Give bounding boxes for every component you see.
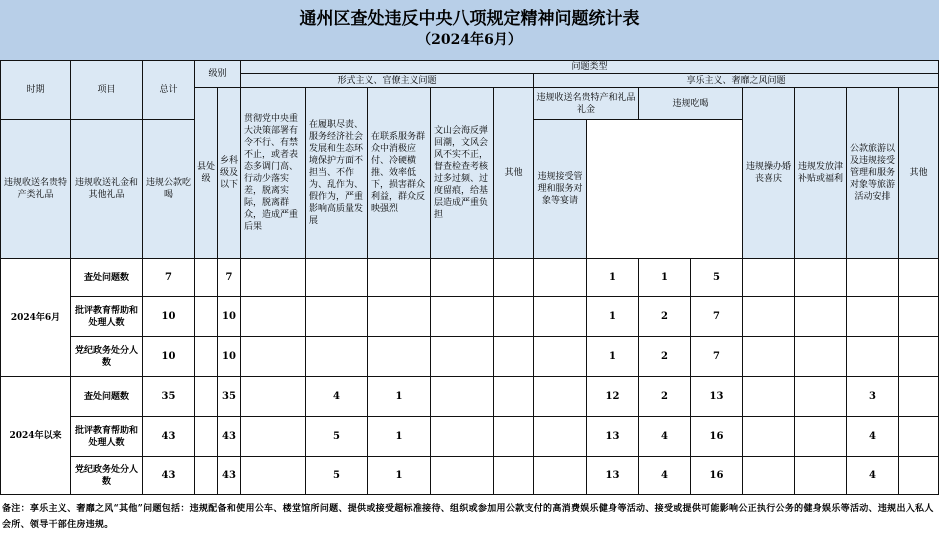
cell-g2: 1 <box>587 297 639 337</box>
header-allowances: 违规发放津补贴或福利 <box>795 88 847 259</box>
cell-f2: 4 <box>306 377 368 417</box>
cell-h3 <box>743 457 795 495</box>
cell-h4 <box>795 417 847 457</box>
cell-f5 <box>494 417 534 457</box>
cell-county <box>195 417 218 457</box>
title-bar <box>0 0 939 60</box>
cell-h5 <box>847 297 899 337</box>
header-county: 县处级 <box>195 88 218 259</box>
cell-f1 <box>241 417 306 457</box>
cell-f2 <box>306 297 368 337</box>
cell-g1 <box>534 457 587 495</box>
cell-f3 <box>368 259 431 297</box>
header-problem-type: 问题类型 <box>241 61 939 74</box>
header-formalism-1: 贯彻党中央重大决策部署有令不行、有禁不止，或者表态多调门高、行动少落实差，脱离实际，脱离群众，造成严重后果 <box>241 88 306 259</box>
page-title: 通州区查处违反中央八项规定精神问题统计表 <box>299 9 640 29</box>
cell-d1: 2 <box>639 297 691 337</box>
cell-h3 <box>743 297 795 337</box>
header-tourism: 公款旅游以及违规接受管理和服务对象等旅游活动安排 <box>847 88 899 259</box>
cell-f5 <box>494 377 534 417</box>
header-item: 项目 <box>71 61 143 120</box>
cell-d1: 2 <box>639 337 691 377</box>
cell-township: 35 <box>218 377 241 417</box>
cell-h4 <box>795 337 847 377</box>
cell-g1 <box>534 337 587 377</box>
cell-f3 <box>368 297 431 337</box>
cell-g2: 12 <box>587 377 639 417</box>
cell-township: 43 <box>218 457 241 495</box>
cell-f4 <box>431 417 494 457</box>
cell-d2: 7 <box>691 297 743 337</box>
header-hedonism: 享乐主义、奢靡之风问题 <box>534 74 939 88</box>
cell-township: 10 <box>218 297 241 337</box>
cell-h5: 4 <box>847 457 899 495</box>
cell-county <box>195 297 218 337</box>
header-dining-public: 违规公款吃喝 <box>143 120 195 259</box>
cell-h6 <box>899 337 939 377</box>
cell-township: 10 <box>218 337 241 377</box>
cell-f2: 5 <box>306 417 368 457</box>
cell-f1 <box>241 337 306 377</box>
header-township: 乡科级及以下 <box>218 88 241 259</box>
cell-g1 <box>534 297 587 337</box>
period-label: 2024年以来 <box>1 377 71 495</box>
cell-h3 <box>743 377 795 417</box>
cell-h6 <box>899 457 939 495</box>
cell-total: 43 <box>143 457 195 495</box>
cell-g2: 1 <box>587 337 639 377</box>
cell-f2: 5 <box>306 457 368 495</box>
cell-f3: 1 <box>368 417 431 457</box>
cell-d2: 16 <box>691 457 743 495</box>
row-item: 批评教育帮助和处理人数 <box>71 417 143 457</box>
cell-g2: 13 <box>587 457 639 495</box>
cell-g2: 13 <box>587 417 639 457</box>
cell-f2 <box>306 259 368 297</box>
cell-d2: 16 <box>691 417 743 457</box>
cell-f5 <box>494 337 534 377</box>
cell-h3 <box>743 417 795 457</box>
header-formalism-4: 文山会海反弹回潮，文风会风不实不正，督查检查考核过多过频、过度留痕，给基层造成严重负担 <box>431 88 494 259</box>
row-item: 党纪政务处分人数 <box>71 337 143 377</box>
header-gifts: 违规收送名贵特产和礼品礼金 <box>534 88 639 120</box>
cell-county <box>195 259 218 297</box>
cell-county <box>195 457 218 495</box>
cell-g1 <box>534 377 587 417</box>
header-formalism-other: 其他 <box>494 88 534 259</box>
header-level: 级别 <box>195 61 241 88</box>
cell-f4 <box>431 297 494 337</box>
cell-h5 <box>847 337 899 377</box>
cell-h4 <box>795 457 847 495</box>
cell-h4 <box>795 297 847 337</box>
cell-h6 <box>899 417 939 457</box>
cell-h5 <box>847 259 899 297</box>
row-item: 查处问题数 <box>71 377 143 417</box>
footnote: 备注：享乐主义、奢靡之风“其他”问题包括：违规配备和使用公车、楼堂馆所问题、提供或接受超标准接待、组织或参加用公款支付的高消费娱乐健身等活动、接受或提供可能影响公正执行公务的健身娱乐等活动、违规出入私人会所、领导干部住房违规。 <box>2 504 934 530</box>
row-item: 党纪政务处分人数 <box>71 457 143 495</box>
cell-h6 <box>899 259 939 297</box>
cell-f4 <box>431 337 494 377</box>
header-hedonism-other: 其他 <box>899 88 939 259</box>
header-formalism: 形式主义、官僚主义问题 <box>241 74 534 88</box>
cell-h3 <box>743 337 795 377</box>
header-weddings: 违规操办婚丧喜庆 <box>743 88 795 259</box>
header-total: 总计 <box>143 61 195 120</box>
cell-total: 43 <box>143 417 195 457</box>
header-dining: 违规吃喝 <box>639 88 743 120</box>
cell-f1 <box>241 457 306 495</box>
cell-g1 <box>534 259 587 297</box>
header-formalism-3: 在联系服务群众中消极应付、冷硬横推、效率低下，损害群众利益，群众反映强烈 <box>368 88 431 259</box>
row-item: 批评教育帮助和处理人数 <box>71 297 143 337</box>
cell-f5 <box>494 259 534 297</box>
cell-h4 <box>795 259 847 297</box>
cell-d2: 13 <box>691 377 743 417</box>
cell-h5: 3 <box>847 377 899 417</box>
cell-h6 <box>899 297 939 337</box>
cell-d2: 7 <box>691 337 743 377</box>
cell-h6 <box>899 377 939 417</box>
cell-county <box>195 377 218 417</box>
statistics-table <box>0 60 939 495</box>
cell-county <box>195 337 218 377</box>
cell-total: 35 <box>143 377 195 417</box>
row-item: 查处问题数 <box>71 259 143 297</box>
cell-f4 <box>431 259 494 297</box>
period-label: 2024年6月 <box>1 259 71 377</box>
header-time: 时期 <box>1 61 71 120</box>
cell-g1 <box>534 417 587 457</box>
cell-township: 7 <box>218 259 241 297</box>
cell-d1: 2 <box>639 377 691 417</box>
cell-f4 <box>431 377 494 417</box>
cell-f5 <box>494 297 534 337</box>
cell-f4 <box>431 457 494 495</box>
cell-g2: 1 <box>587 259 639 297</box>
cell-h4 <box>795 377 847 417</box>
cell-d1: 1 <box>639 259 691 297</box>
cell-f3: 1 <box>368 377 431 417</box>
header-dining-banquet: 违规接受管理和服务对象等宴请 <box>534 120 587 259</box>
cell-h5: 4 <box>847 417 899 457</box>
header-gift-specialty: 违规收送名贵特产类礼品 <box>1 120 71 259</box>
cell-total: 10 <box>143 297 195 337</box>
cell-f1 <box>241 259 306 297</box>
cell-total: 7 <box>143 259 195 297</box>
cell-d1: 4 <box>639 457 691 495</box>
cell-total: 10 <box>143 337 195 377</box>
cell-f1 <box>241 377 306 417</box>
cell-f5 <box>494 457 534 495</box>
cell-f3 <box>368 337 431 377</box>
header-formalism-2: 在履职尽责、服务经济社会发展和生态环境保护方面不担当、不作为、乱作为、假作为，严重影响高质量发展 <box>306 88 368 259</box>
cell-d1: 4 <box>639 417 691 457</box>
header-gift-cash: 违规收送礼金和其他礼品 <box>71 120 143 259</box>
cell-d2: 5 <box>691 259 743 297</box>
cell-f1 <box>241 297 306 337</box>
page-subtitle: （2024年6月） <box>417 32 522 48</box>
cell-township: 43 <box>218 417 241 457</box>
cell-f2 <box>306 337 368 377</box>
cell-f3: 1 <box>368 457 431 495</box>
cell-h3 <box>743 259 795 297</box>
